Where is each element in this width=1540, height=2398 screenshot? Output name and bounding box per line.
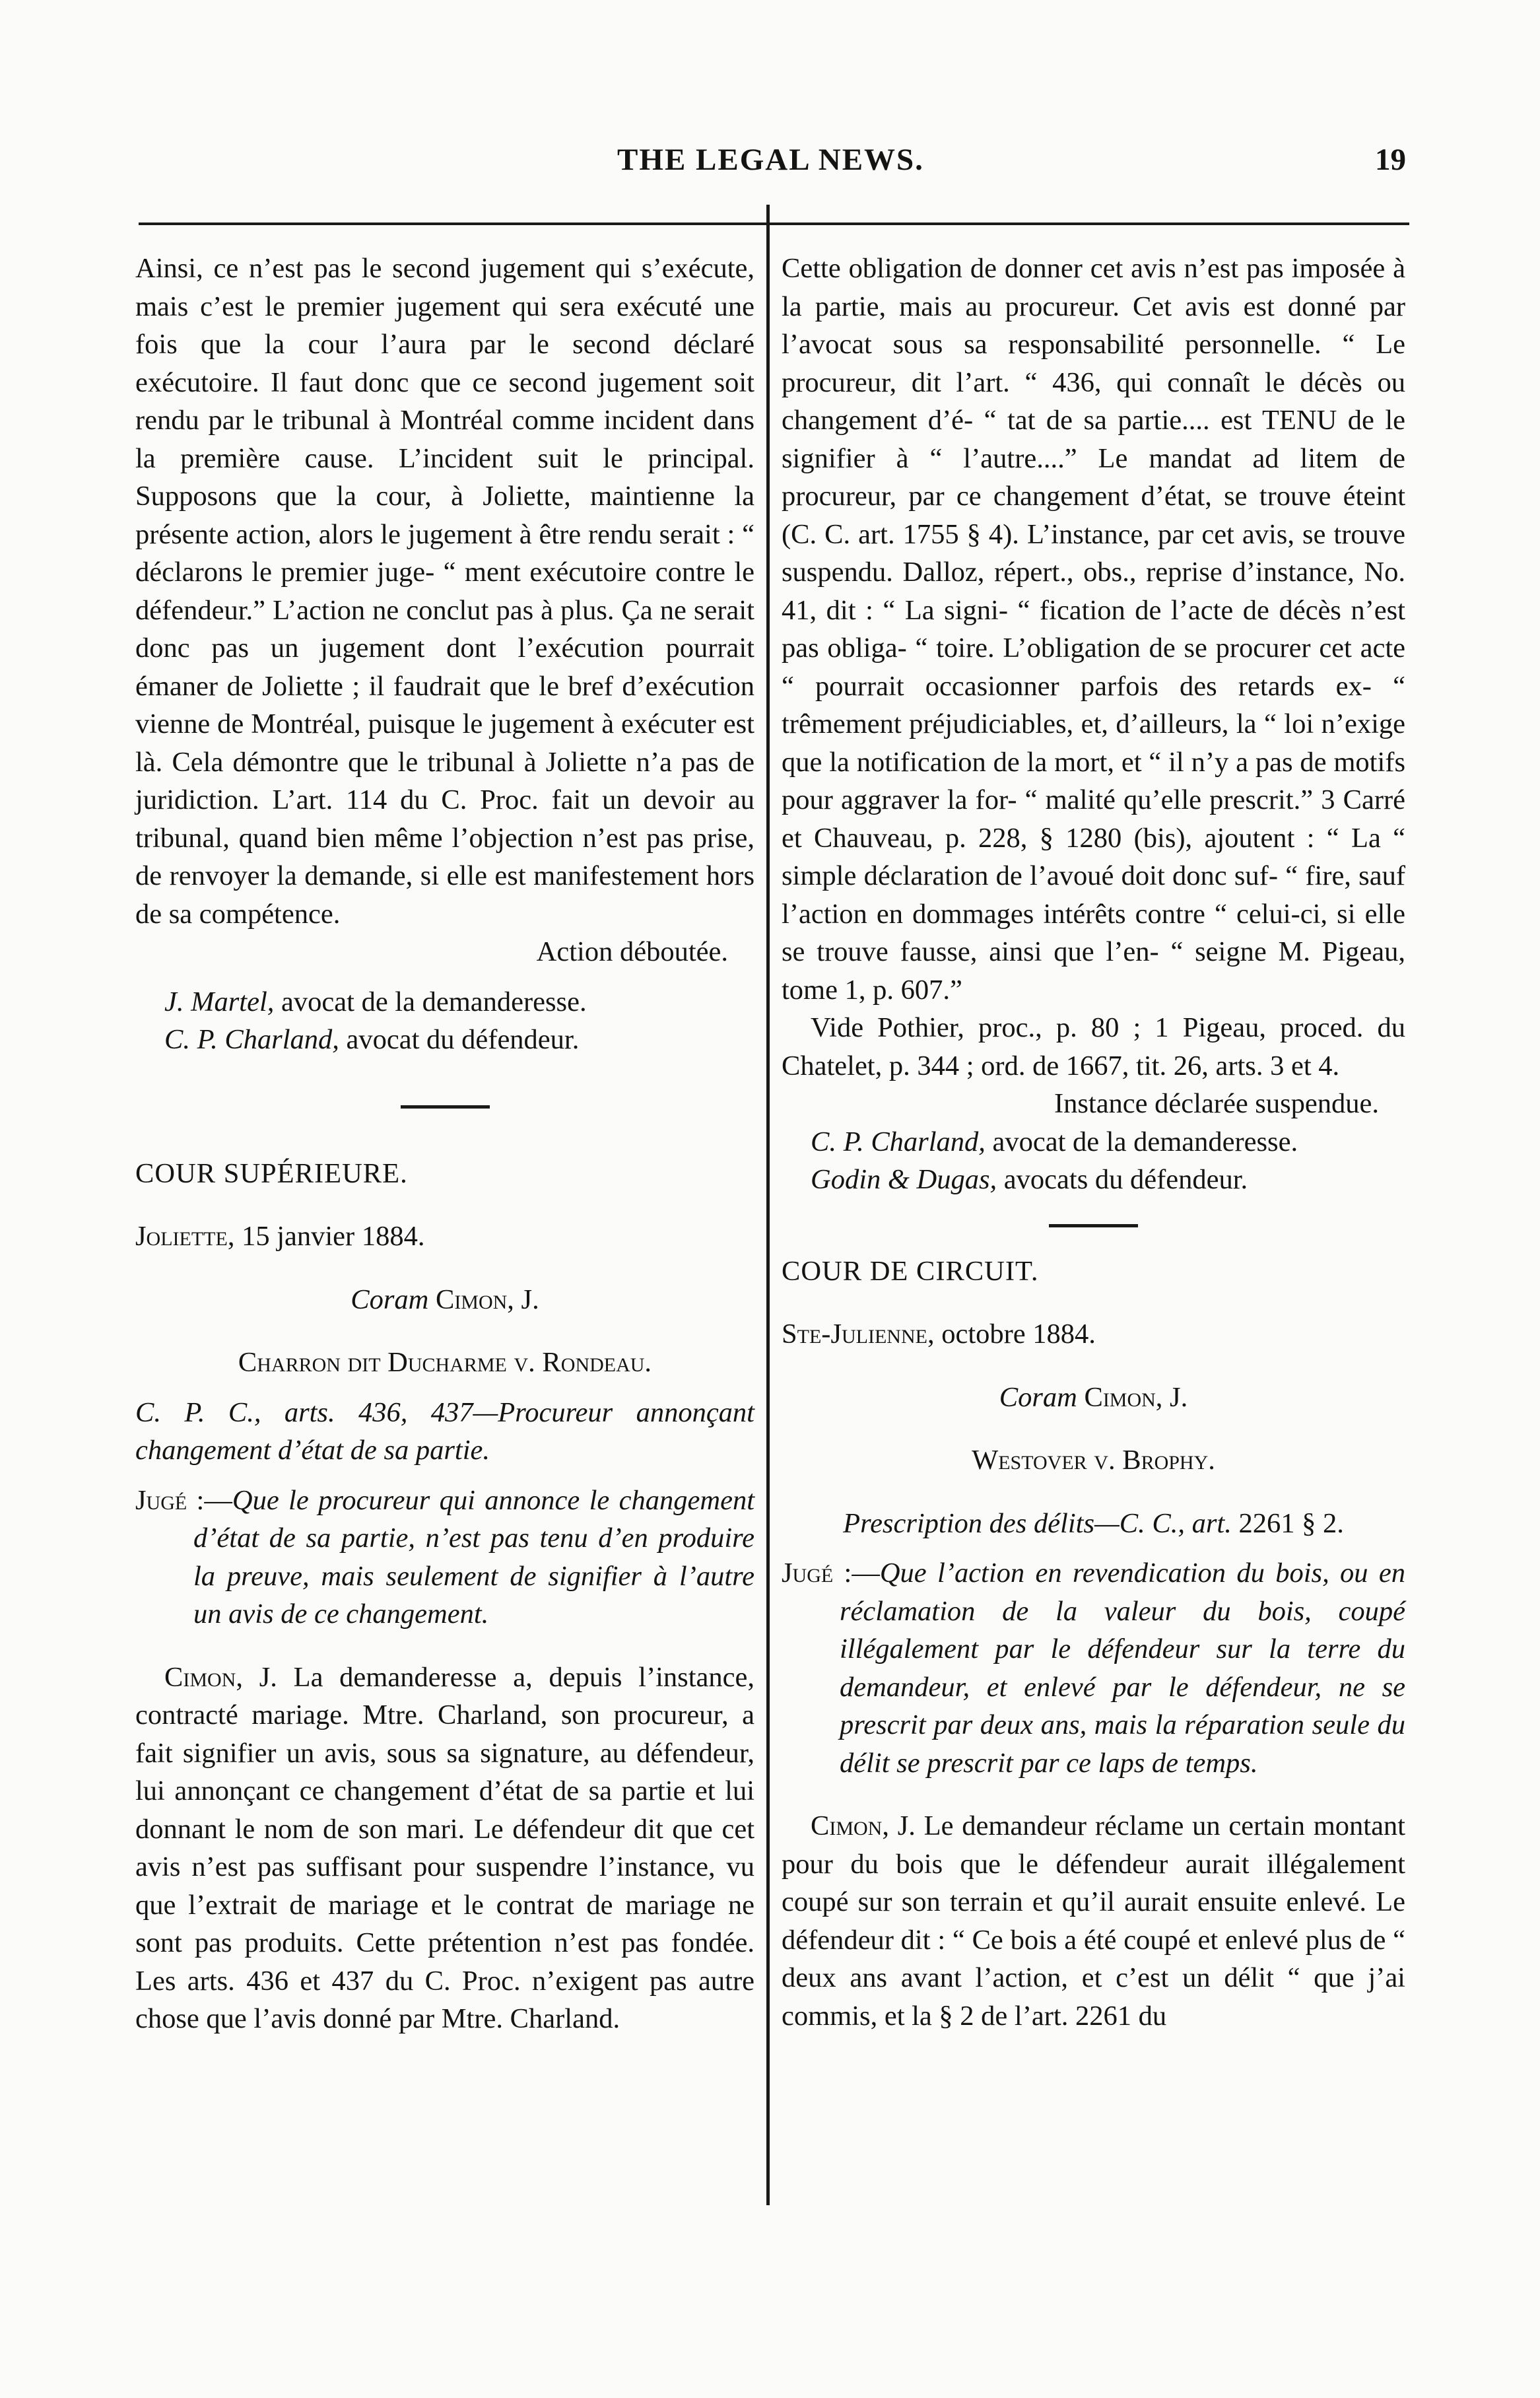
headnote [135, 1482, 754, 1633]
subject-rest: 2261 § 2. [1231, 1507, 1344, 1539]
counsel-name: J. Martel, [164, 986, 275, 1017]
case-date-text: 15 janvier 1884. [234, 1221, 425, 1252]
left-counsel-2 [135, 1021, 754, 1059]
headnote-label: Jugé :— [782, 1558, 880, 1589]
case-date-text: octobre 1884. [934, 1319, 1096, 1350]
case-subject: C. P. C., arts. 436, 437—Procureur annonçant changement d’état de sa partie. [135, 1396, 754, 1466]
judge-name: Cimon, J. [164, 1661, 277, 1693]
paragraph-text: La demanderesse a, depuis l’instance, contracté mariage. Mtre. Charland, son procureur, a fait signifier un avis, sous sa signature, au défendeur, lui annonçant ce changement d’état de sa partie et lui donnant le nom de son mari. Le défendeur dit que cet avis n’est pas suffisant pour suspendre l’instance, vu que l’extrait de mariage et le contrat de mariage ne sont pas produits. Cette prétention n’est pas fondée. Les arts. 436 et 437 du C. Proc. n’exigent pas autre chose que l’avis donné par Mtre. Charland. [135, 1661, 754, 2034]
left-column [135, 250, 754, 2038]
coram-word: Coram [999, 1381, 1077, 1413]
case-date [135, 1217, 754, 1256]
case-date [782, 1315, 1405, 1353]
right-result: Instance déclarée suspendue. [1054, 1088, 1379, 1119]
header-rule [139, 223, 1409, 225]
subject-italic: Prescription des délits—C. C., art. [843, 1507, 1232, 1539]
journal-title: THE LEGAL NEWS. [617, 143, 924, 177]
coram-line [135, 1281, 754, 1319]
right-counsel-1 [782, 1123, 1405, 1161]
counsel-role: avocat de la demanderesse. [985, 1126, 1298, 1157]
column-divider [766, 205, 770, 2205]
counsel-name: C. P. Charland, [811, 1126, 986, 1157]
left-paragraph-2 [135, 1659, 754, 2038]
right-column [782, 250, 1405, 2035]
judge-name: Cimon, J. [811, 1810, 916, 1841]
paragraph-text: Le demandeur réclame un certain montant pour du bois que le défendeur aurait illégalement coupé sur son terrain et qu’il aurait ensuite enlevé. Le défendeur dit : “ Ce bois a été coupé et enlevé plus de “ deux ans avant l’action, et c’est un délit “ que j’ai commis, et la § 2 de l’art. 2261 du [782, 1810, 1405, 2032]
coram-word: Coram [351, 1284, 429, 1315]
left-paragraph-1: Ainsi, ce n’est pas le second jugement qui s’exécute, mais c’est le premier jugement qui sera exécuté une fois que la cour l’aura par le second déclaré exécutoire. Il faut donc que ce second jugement soit rendu par le tribunal à Montréal comme incident dans la première cause. L’incident suit le principal. Supposons que la cour, à Joliette, maintienne la présente action, alors le jugement à être rendu serait : “ déclarons le premier juge- “ ment exécutoire contre le défendeur.” L’action ne conclut pas à plus. Ça ne serait donc pas un jugement dont l’exécution pourrait émaner de Joliette ; il faudrait que le bref d’exécution vienne de Montréal, puisque le jugement à exécuter est là. Cela démontre que le tribunal à Joliette n’a pas de juridiction. L’art. 114 du C. Proc. fait un devoir au tribunal, quand bien même l’objection n’est pas prise, de renvoyer la demande, si elle est manifestement hors de sa compétence. [135, 253, 754, 930]
coram-line [782, 1379, 1405, 1417]
court-heading: COUR SUPÉRIEURE. [135, 1157, 408, 1189]
headnote-label: Jugé :— [135, 1484, 232, 1516]
headnote-text: Que le procureur qui annonce le changement d’état de sa partie, n’est pas tenu d’en produire la preuve, mais seulement de signifier à l’autre un avis de ce changement. [193, 1484, 754, 1629]
headnote-text: Que l’action en revendication du bois, ou en réclamation de la valeur du bois, coupé illégalement par le défendeur sur la terre du demandeur, et enlevé par le défendeur, ne se prescrit par deux ans, mais la réparation seule du délit se prescrit par ce laps de temps. [840, 1558, 1405, 1779]
right-paragraph-3 [782, 1807, 1405, 2035]
coram-judge: Cimon, J. [428, 1284, 539, 1315]
case-place: Joliette, [135, 1221, 235, 1252]
court-heading: COUR DE CIRCUIT. [782, 1255, 1039, 1287]
case-place: Ste-Julienne, [782, 1319, 935, 1350]
left-result: Action déboutée. [536, 936, 728, 967]
counsel-role: avocat de la demanderesse. [274, 986, 587, 1017]
case-parties: Westover v. Brophy. [972, 1445, 1215, 1476]
headnote [782, 1554, 1405, 1782]
right-counsel-2 [782, 1161, 1405, 1199]
right-paragraph-2: Vide Pothier, proc., p. 80 ; 1 Pigeau, proced. du Chatelet, p. 344 ; ord. de 1667, tit. 26, arts. 3 et 4. [782, 1012, 1405, 1081]
case-subject [782, 1505, 1405, 1543]
running-header [135, 142, 1406, 188]
counsel-name: C. P. Charland, [164, 1024, 339, 1055]
page-number: 19 [1375, 143, 1406, 177]
case-parties: Charron dit Ducharme v. Rondeau. [238, 1347, 652, 1378]
coram-judge: Cimon, J. [1077, 1381, 1188, 1413]
left-counsel-1 [135, 983, 754, 1021]
counsel-role: avocat du défendeur. [339, 1024, 580, 1055]
counsel-name: Godin & Dugas, [811, 1164, 997, 1195]
right-paragraph-1: Cette obligation de donner cet avis n’est pas imposée à la partie, mais au procureur. Cet avis est donné par l’avocat sous sa responsabilité personnelle. “ Le procureur, dit l’art. “ 436, qui connaît le décès ou changement d’é- “ tat de sa partie.... est TENU de le signifier à “ l’autre....” Le mandat ad litem de procureur, par ce changement d’état, se trouve éteint (C. C. art. 1755 § 4). L’instance, par cet avis, se trouve suspendu. Dalloz, répert., obs., reprise d’instance, No. 41, dit : “ La signi- “ fication de l’acte de décès n’est pas obliga- “ toire. L’obligation de se procurer cet acte “ pourrait occasionner parfois des retards ex- “ trêmement préjudiciables, et, d’ailleurs, la “ loi n’exige que la notification de la mort, et “ il n’y a pas de motifs pour aggraver la for- “ malité qu’elle prescrit.” 3 Carré et Chauveau, p. 228, § 1280 (bis), ajoutent : “ La “ simple déclaration de l’avoué doit donc suf- “ fire, sauf l’action en dommages intérêts contre “ celui-ci, si elle se trouve fausse, ainsi que l’en- “ seigne M. Pigeau, tome 1, p. 607.” [782, 253, 1405, 1006]
counsel-role: avocats du défendeur. [997, 1164, 1248, 1195]
